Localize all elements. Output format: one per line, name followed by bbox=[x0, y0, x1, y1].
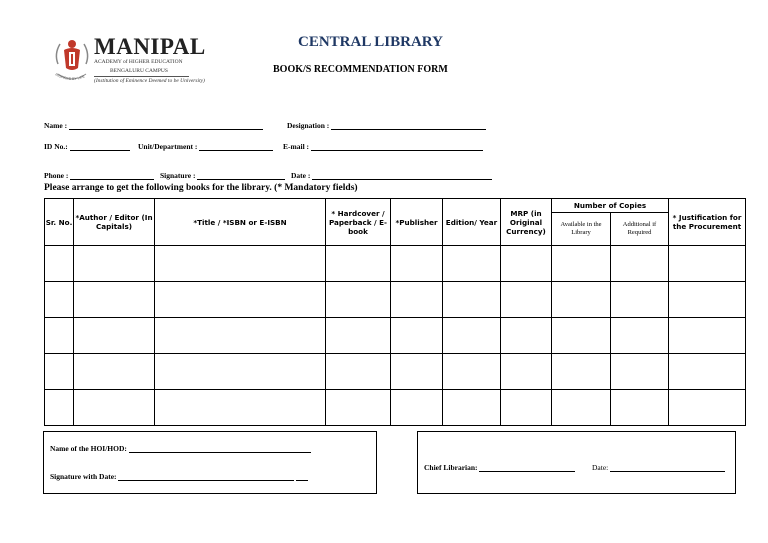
name-line[interactable] bbox=[69, 121, 263, 130]
header-sr: Sr. No. bbox=[45, 199, 74, 246]
logo-line1: ACADEMY of HIGHER EDUCATION bbox=[94, 59, 183, 65]
table-row bbox=[45, 390, 746, 426]
header-edition: Edition/ Year bbox=[443, 199, 501, 246]
id-line[interactable] bbox=[70, 142, 130, 151]
date-field: Date : bbox=[291, 171, 492, 180]
email-field: E-mail : bbox=[283, 142, 483, 151]
header-title: *Title / *ISBN or E-ISBN bbox=[155, 199, 326, 246]
seal-caption bbox=[52, 72, 92, 86]
sig-date-line[interactable] bbox=[118, 472, 294, 481]
date-line[interactable] bbox=[312, 171, 492, 180]
form-subtitle: BOOK/S RECOMMENDATION FORM bbox=[273, 64, 448, 75]
chief-line[interactable] bbox=[479, 463, 575, 472]
hoi-field: Name of the HOI/HOD: bbox=[50, 444, 311, 453]
logo-name: MANIPAL bbox=[94, 34, 206, 59]
svg-text:INSPIRED BY LIFE: INSPIRED BY LIFE bbox=[54, 72, 86, 82]
table-row bbox=[45, 246, 746, 282]
header-author: *Author / Editor (In Capitals) bbox=[74, 199, 155, 246]
librarian-box bbox=[417, 431, 736, 494]
phone-line[interactable] bbox=[70, 171, 154, 180]
name-field: Name : bbox=[44, 121, 263, 130]
table-row bbox=[45, 354, 746, 390]
manipal-logo bbox=[52, 34, 206, 90]
header-copies: Number of Copies bbox=[552, 199, 669, 213]
table-row bbox=[45, 282, 746, 318]
header-format: * Hardcover / Paperback / E-book bbox=[326, 199, 391, 246]
phone-field: Phone : bbox=[44, 171, 154, 180]
signature-date-field: Signature with Date: bbox=[50, 472, 308, 481]
page-title: CENTRAL LIBRARY bbox=[298, 34, 443, 50]
librarian-date-line[interactable] bbox=[610, 463, 725, 472]
header-justification: * Justification for the Procurement bbox=[669, 199, 746, 246]
unit-line[interactable] bbox=[199, 142, 273, 151]
designation-line[interactable] bbox=[331, 121, 486, 130]
designation-field: Designation : bbox=[287, 121, 486, 130]
signature-line[interactable] bbox=[197, 171, 285, 180]
hoi-line[interactable] bbox=[129, 444, 311, 453]
header-available: Available in the Library bbox=[552, 213, 611, 246]
librarian-date-field: Date: bbox=[592, 463, 725, 472]
header-mrp: MRP (in Original Currency) bbox=[501, 199, 552, 246]
header-additional: Additional if Required bbox=[611, 213, 669, 246]
instruction-text: Please arrange to get the following books for the library. (* Mandatory fields) bbox=[44, 183, 358, 193]
hod-signature-box bbox=[43, 431, 377, 494]
logo-line2: BENGALURU CAMPUS bbox=[110, 68, 168, 74]
table-row bbox=[45, 318, 746, 354]
header-publisher: *Publisher bbox=[391, 199, 443, 246]
id-field: ID No.: bbox=[44, 142, 130, 151]
email-line[interactable] bbox=[311, 142, 483, 151]
signature-field: Signature : bbox=[160, 171, 285, 180]
logo-line3: (Institution of Eminence Deemed to be University) bbox=[94, 78, 205, 84]
logo-rule bbox=[94, 76, 189, 77]
chief-librarian-field: Chief Librarian: bbox=[424, 463, 575, 472]
unit-field: Unit/Department : bbox=[138, 142, 273, 151]
books-table bbox=[44, 198, 746, 426]
